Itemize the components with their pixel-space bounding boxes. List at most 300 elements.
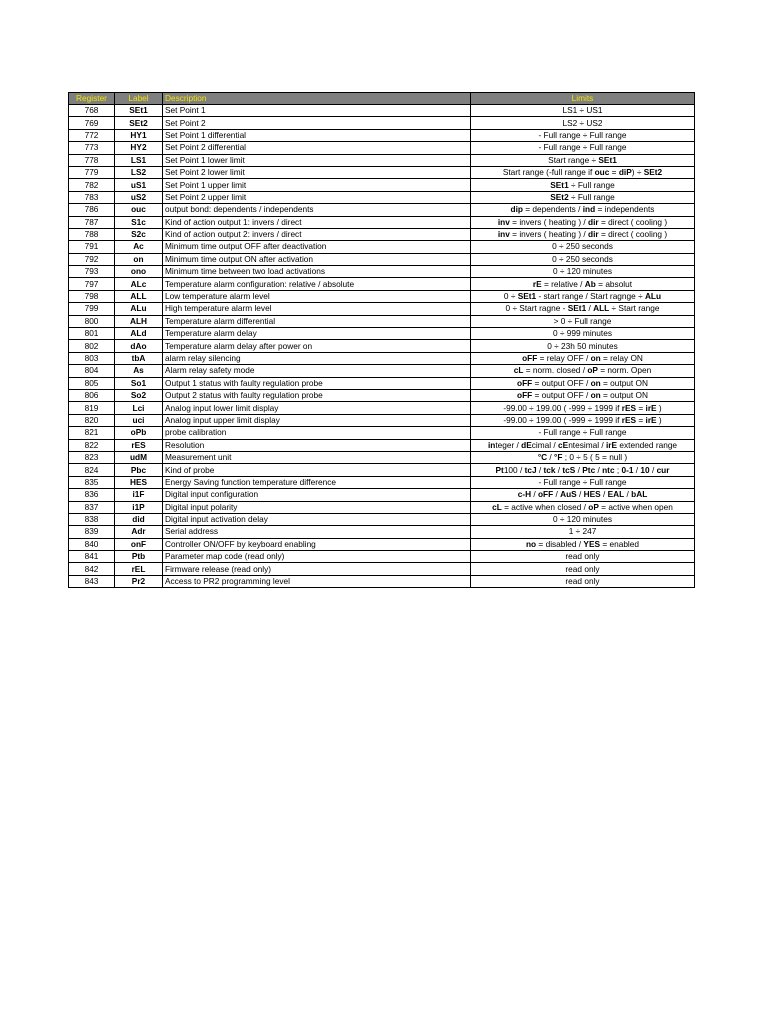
limits-keyword: Ab — [584, 278, 596, 289]
limits-keyword: irE — [606, 439, 618, 450]
description-cell: Kind of action output 1: invers / direct — [163, 216, 471, 228]
limits-keyword: dip — [510, 204, 523, 215]
limits-keyword: oP — [587, 365, 598, 376]
limits-text: 0 ÷ Start ragne - — [505, 303, 568, 314]
label-cell: ALc — [115, 278, 163, 290]
limits-cell — [471, 464, 695, 476]
label-cell: uS1 — [115, 179, 163, 191]
description-cell: Set Point 1 — [163, 105, 471, 117]
limits-keyword: AuS — [560, 489, 577, 500]
limits-keyword: °C — [537, 452, 548, 463]
description-cell: Set Point 2 differential — [163, 142, 471, 154]
limits-keyword: tcJ — [524, 464, 537, 475]
register-cell: 769 — [69, 117, 115, 129]
table-row — [69, 253, 695, 265]
register-cell: 783 — [69, 191, 115, 203]
register-cell: 836 — [69, 489, 115, 501]
limits-keyword: Ptc — [582, 464, 596, 475]
description-cell: Temperature alarm delay after power on — [163, 340, 471, 352]
limits-keyword: on — [590, 377, 601, 388]
limits-text: = — [636, 402, 646, 413]
limits-keyword: cL — [492, 501, 502, 512]
table-row — [69, 191, 695, 203]
limits-cell — [471, 352, 695, 364]
label-cell: Ptb — [115, 551, 163, 563]
limits-cell — [471, 191, 695, 203]
description-cell: Set Point 1 differential — [163, 129, 471, 141]
table-row — [69, 154, 695, 166]
limits-cell — [471, 513, 695, 525]
limits-cell — [471, 117, 695, 129]
register-cell: 819 — [69, 402, 115, 414]
header-row — [69, 93, 695, 105]
register-cell: 778 — [69, 154, 115, 166]
description-cell: Digital input activation delay — [163, 513, 471, 525]
table-row — [69, 501, 695, 513]
label-cell: Pr2 — [115, 575, 163, 587]
limits-keyword: SEt1 — [598, 154, 617, 165]
limits-text: / — [595, 464, 603, 475]
limits-keyword: cL — [513, 365, 524, 376]
label-cell: ouc — [115, 204, 163, 216]
limits-keyword: oP — [588, 501, 599, 512]
register-cell: 800 — [69, 315, 115, 327]
table-row — [69, 464, 695, 476]
limits-text: - start range / Start ragnge ÷ — [536, 291, 645, 302]
label-cell: i1F — [115, 489, 163, 501]
limits-keyword: in — [487, 439, 496, 450]
register-cell: 798 — [69, 290, 115, 302]
register-cell: 793 — [69, 266, 115, 278]
description-cell: Minimum time between two load activations — [163, 266, 471, 278]
label-cell: ALd — [115, 328, 163, 340]
description-cell: Controller ON/OFF by keyboard enabling — [163, 538, 471, 550]
limits-cell — [471, 129, 695, 141]
label-cell: LS1 — [115, 154, 163, 166]
limits-cell — [471, 328, 695, 340]
limits-text: -99.00 ÷ 199.00 ( -999 ÷ 1999 if — [503, 414, 622, 425]
limits-text: = relay OFF / — [537, 353, 591, 363]
register-cell: 806 — [69, 389, 115, 401]
label-cell: ono — [115, 266, 163, 278]
description-cell: Set Point 1 lower limit — [163, 154, 471, 166]
limits-keyword: ntc — [602, 464, 615, 475]
limits-keyword: rES — [621, 402, 637, 413]
table-body — [69, 105, 695, 588]
parameter-sheet — [68, 92, 694, 588]
label-cell: rES — [115, 439, 163, 451]
table-row — [69, 575, 695, 587]
table-row — [69, 538, 695, 550]
limits-text: = active when open — [598, 501, 673, 512]
limits-cell — [471, 278, 695, 290]
register-cell: 824 — [69, 464, 115, 476]
register-cell: 768 — [69, 105, 115, 117]
limits-text: = independents — [595, 204, 655, 215]
limits-keyword: 10 — [640, 464, 650, 475]
description-cell: probe calibration — [163, 427, 471, 439]
limits-cell — [471, 266, 695, 278]
limits-text: 0 ÷ 250 seconds — [552, 253, 613, 264]
limits-text: / — [555, 464, 563, 475]
limits-text: read only — [565, 563, 600, 574]
description-cell: Output 2 status with faulty regulation probe — [163, 389, 471, 401]
limits-cell — [471, 340, 695, 352]
label-cell: Lci — [115, 402, 163, 414]
label-cell: uci — [115, 414, 163, 426]
table-row — [69, 290, 695, 302]
limits-text: 0 ÷ 120 minutes — [553, 266, 612, 277]
limits-cell — [471, 575, 695, 587]
description-cell: Kind of action output 2: invers / direct — [163, 228, 471, 240]
table-row — [69, 563, 695, 575]
limits-text: LS2 ÷ US2 — [562, 117, 603, 128]
description-cell: output bond: dependents / independents — [163, 204, 471, 216]
limits-keyword: SEt2 — [550, 191, 569, 202]
limits-keyword: SEt2 — [643, 167, 663, 178]
limits-cell — [471, 427, 695, 439]
register-cell: 823 — [69, 451, 115, 463]
label-cell: HY1 — [115, 129, 163, 141]
limits-keyword: ALu — [644, 291, 662, 302]
label-cell: onF — [115, 538, 163, 550]
limits-keyword: inv — [497, 216, 510, 227]
limits-keyword: cur — [656, 464, 670, 475]
limits-text: read only — [565, 551, 600, 562]
description-cell: Serial address — [163, 526, 471, 538]
label-cell: on — [115, 253, 163, 265]
label-cell: ALu — [115, 303, 163, 315]
limits-keyword: SEt1 — [550, 179, 569, 190]
limits-cell — [471, 526, 695, 538]
limits-text: LS1 ÷ US1 — [562, 105, 603, 116]
register-cell: 805 — [69, 377, 115, 389]
column-header-limits: Limits — [471, 93, 695, 105]
limits-text: = direct ( cooling ) — [598, 216, 668, 227]
limits-text: ntesimal / — [568, 439, 606, 450]
limits-text: = norm. closed / — [523, 365, 588, 376]
limits-text: - Full range ÷ Full range — [538, 142, 627, 153]
limits-text: / — [624, 489, 632, 500]
description-cell: Digital input configuration — [163, 489, 471, 501]
limits-cell — [471, 439, 695, 451]
description-cell: Digital input polarity — [163, 501, 471, 513]
limits-cell — [471, 551, 695, 563]
register-cell: 792 — [69, 253, 115, 265]
label-cell: uS2 — [115, 191, 163, 203]
register-cell: 773 — [69, 142, 115, 154]
description-cell: Output 1 status with faulty regulation probe — [163, 377, 471, 389]
register-cell: 820 — [69, 414, 115, 426]
register-cell: 782 — [69, 179, 115, 191]
limits-text: / — [553, 489, 561, 500]
limits-keyword: irE — [645, 402, 657, 413]
limits-keyword: °F — [554, 452, 563, 463]
limits-keyword: on — [590, 390, 601, 401]
limits-cell — [471, 501, 695, 513]
column-header-register: Register — [69, 93, 115, 105]
register-cell: 772 — [69, 129, 115, 141]
limits-keyword: tck — [543, 464, 556, 475]
limits-text: 100 / — [503, 464, 525, 475]
limits-cell — [471, 216, 695, 228]
limits-keyword: bAL — [631, 489, 648, 500]
limits-text: = disabled / — [536, 538, 584, 549]
limits-text: extended range — [617, 439, 678, 450]
description-cell: alarm relay silencing — [163, 352, 471, 364]
table-row — [69, 303, 695, 315]
limits-text: ÷ Full range — [568, 179, 615, 190]
limits-keyword: c-H — [517, 489, 532, 500]
limits-text: 0 ÷ 999 minutes — [553, 328, 612, 339]
label-cell: rEL — [115, 563, 163, 575]
label-cell: SEt1 — [115, 105, 163, 117]
description-cell: Set Point 1 upper limit — [163, 179, 471, 191]
limits-keyword: dE — [521, 439, 532, 450]
table-row — [69, 402, 695, 414]
limits-cell — [471, 228, 695, 240]
table-row — [69, 513, 695, 525]
register-cell: 843 — [69, 575, 115, 587]
limits-text: = output OFF / — [532, 377, 591, 388]
register-cell: 803 — [69, 352, 115, 364]
table-row — [69, 241, 695, 253]
table-row — [69, 216, 695, 228]
table-row — [69, 228, 695, 240]
table-row — [69, 142, 695, 154]
label-cell: Pbc — [115, 464, 163, 476]
label-cell: As — [115, 365, 163, 377]
table-row — [69, 489, 695, 501]
table-row — [69, 117, 695, 129]
register-cell: 839 — [69, 526, 115, 538]
table-row — [69, 315, 695, 327]
limits-text: Start range (-full range if — [502, 167, 595, 178]
label-cell: i1P — [115, 501, 163, 513]
limits-cell — [471, 154, 695, 166]
limits-text: / — [575, 464, 583, 475]
limits-cell — [471, 179, 695, 191]
limits-text: / — [547, 452, 555, 463]
table-row — [69, 439, 695, 451]
table-row — [69, 266, 695, 278]
description-cell: Parameter map code (read only) — [163, 551, 471, 563]
description-cell: Minimum time output ON after activation — [163, 253, 471, 265]
table-row — [69, 551, 695, 563]
description-cell: Set Point 2 upper limit — [163, 191, 471, 203]
limits-cell — [471, 402, 695, 414]
register-cell: 838 — [69, 513, 115, 525]
limits-text: 0 ÷ 23h 50 minutes — [547, 340, 618, 351]
limits-text: / — [586, 303, 594, 314]
limits-text: = output OFF / — [532, 390, 591, 401]
limits-text: read only — [565, 576, 600, 587]
label-cell: HY2 — [115, 142, 163, 154]
limits-text: 0 ÷ — [503, 291, 518, 302]
limits-text: = relative / — [541, 278, 585, 289]
limits-keyword: tcS — [562, 464, 576, 475]
description-cell: Set Point 2 lower limit — [163, 166, 471, 178]
limits-text: = — [636, 414, 646, 425]
limits-keyword: inv — [497, 229, 510, 240]
limits-text: = enabled — [600, 538, 640, 549]
column-header-label: Label — [115, 93, 163, 105]
register-cell: 835 — [69, 476, 115, 488]
label-cell: SEt2 — [115, 117, 163, 129]
limits-keyword: oFF — [522, 353, 538, 363]
register-cell: 786 — [69, 204, 115, 216]
limits-keyword: cE — [558, 439, 569, 450]
limits-text: teger / — [495, 439, 522, 450]
register-cell: 788 — [69, 228, 115, 240]
register-cell: 821 — [69, 427, 115, 439]
label-cell: S1c — [115, 216, 163, 228]
limits-cell — [471, 365, 695, 377]
limits-cell — [471, 489, 695, 501]
table-row — [69, 427, 695, 439]
limits-text: 1 ÷ 247 — [568, 526, 597, 537]
limits-text: = active when closed / — [501, 501, 589, 512]
table-row — [69, 476, 695, 488]
limits-text: = — [609, 167, 619, 178]
label-cell: udM — [115, 451, 163, 463]
limits-cell — [471, 105, 695, 117]
description-cell: High temperature alarm level — [163, 303, 471, 315]
label-cell: dAo — [115, 340, 163, 352]
limits-text: = output ON — [600, 377, 648, 388]
register-cell: 801 — [69, 328, 115, 340]
limits-cell — [471, 303, 695, 315]
limits-text: 0 ÷ 120 minutes — [553, 514, 612, 525]
description-cell: Analog input upper limit display — [163, 414, 471, 426]
limits-keyword: irE — [645, 414, 657, 425]
limits-keyword: oFF — [517, 377, 533, 388]
limits-text: / — [536, 464, 544, 475]
limits-text: ) ÷ — [631, 167, 644, 178]
limits-keyword: ind — [582, 204, 596, 215]
description-cell: Temperature alarm delay — [163, 328, 471, 340]
label-cell: HES — [115, 476, 163, 488]
limits-keyword: no — [525, 538, 537, 549]
limits-text: 0 ÷ 250 seconds — [552, 241, 613, 252]
limits-keyword: 0-1 — [621, 464, 634, 475]
limits-keyword: YES — [583, 538, 601, 549]
table-row — [69, 179, 695, 191]
description-cell: Temperature alarm differential — [163, 315, 471, 327]
limits-keyword: ALL — [593, 303, 610, 314]
limits-text: -99.00 ÷ 199.00 ( -999 ÷ 1999 if — [503, 402, 622, 413]
limits-text: - Full range ÷ Full range — [538, 427, 627, 438]
table-row — [69, 414, 695, 426]
limits-cell — [471, 241, 695, 253]
limits-keyword: oFF — [517, 390, 533, 401]
limits-keyword: dir — [588, 216, 599, 227]
limits-text: / — [633, 464, 641, 475]
register-cell: 802 — [69, 340, 115, 352]
limits-cell — [471, 414, 695, 426]
limits-keyword: ouc — [594, 167, 610, 178]
limits-cell — [471, 451, 695, 463]
limits-text: cimal / — [531, 439, 559, 450]
limits-text: ÷ Start range — [609, 303, 660, 314]
label-cell: Ac — [115, 241, 163, 253]
label-cell: ALH — [115, 315, 163, 327]
description-cell: Resolution — [163, 439, 471, 451]
limits-keyword: dir — [588, 229, 599, 240]
limits-text: = norm. Open — [597, 365, 652, 376]
limits-text: Start range ÷ — [548, 154, 599, 165]
limits-cell — [471, 315, 695, 327]
limits-cell — [471, 166, 695, 178]
register-cell: 779 — [69, 166, 115, 178]
label-cell: S2c — [115, 228, 163, 240]
limits-text: = relay ON — [600, 353, 643, 363]
description-cell: Energy Saving function temperature difference — [163, 476, 471, 488]
register-cell: 791 — [69, 241, 115, 253]
limits-text: / — [576, 489, 584, 500]
limits-text: / — [600, 489, 608, 500]
table-row — [69, 352, 695, 364]
register-cell: 799 — [69, 303, 115, 315]
limits-text: = invers ( heating ) / — [509, 229, 589, 240]
limits-cell — [471, 538, 695, 550]
table-row — [69, 526, 695, 538]
register-cell: 837 — [69, 501, 115, 513]
table-row — [69, 278, 695, 290]
limits-keyword: EAL — [607, 489, 625, 500]
register-cell: 804 — [69, 365, 115, 377]
limits-cell — [471, 476, 695, 488]
parameter-table — [68, 92, 695, 588]
table-header — [69, 93, 695, 105]
limits-text: / — [649, 464, 657, 475]
column-header-description: Description — [163, 93, 471, 105]
label-cell: tbA — [115, 352, 163, 364]
limits-cell — [471, 290, 695, 302]
limits-keyword: Pt — [495, 464, 504, 475]
label-cell: ALL — [115, 290, 163, 302]
register-cell: 787 — [69, 216, 115, 228]
table-row — [69, 389, 695, 401]
limits-text: ) — [656, 402, 662, 413]
table-row — [69, 340, 695, 352]
description-cell: Temperature alarm configuration: relative / absolute — [163, 278, 471, 290]
description-cell: Alarm relay safety mode — [163, 365, 471, 377]
limits-text: ; — [614, 464, 622, 475]
table-row — [69, 328, 695, 340]
limits-cell — [471, 142, 695, 154]
limits-text: = absolut — [595, 278, 633, 289]
description-cell: Firmware release (read only) — [163, 563, 471, 575]
register-cell: 840 — [69, 538, 115, 550]
table-row — [69, 105, 695, 117]
table-row — [69, 377, 695, 389]
description-cell: Measurement unit — [163, 451, 471, 463]
limits-keyword: on — [590, 353, 601, 363]
limits-text: ; 0 ÷ 5 ( 5 = null ) — [562, 452, 628, 463]
label-cell: oPb — [115, 427, 163, 439]
description-cell: Kind of probe — [163, 464, 471, 476]
limits-keyword: SEt1 — [517, 291, 537, 302]
limits-text: = output ON — [600, 390, 648, 401]
table-row — [69, 166, 695, 178]
register-cell: 842 — [69, 563, 115, 575]
description-cell: Minimum time output OFF after deactivation — [163, 241, 471, 253]
table-row — [69, 204, 695, 216]
limits-text: = dependents / — [522, 204, 583, 215]
table-row — [69, 365, 695, 377]
register-cell: 822 — [69, 439, 115, 451]
